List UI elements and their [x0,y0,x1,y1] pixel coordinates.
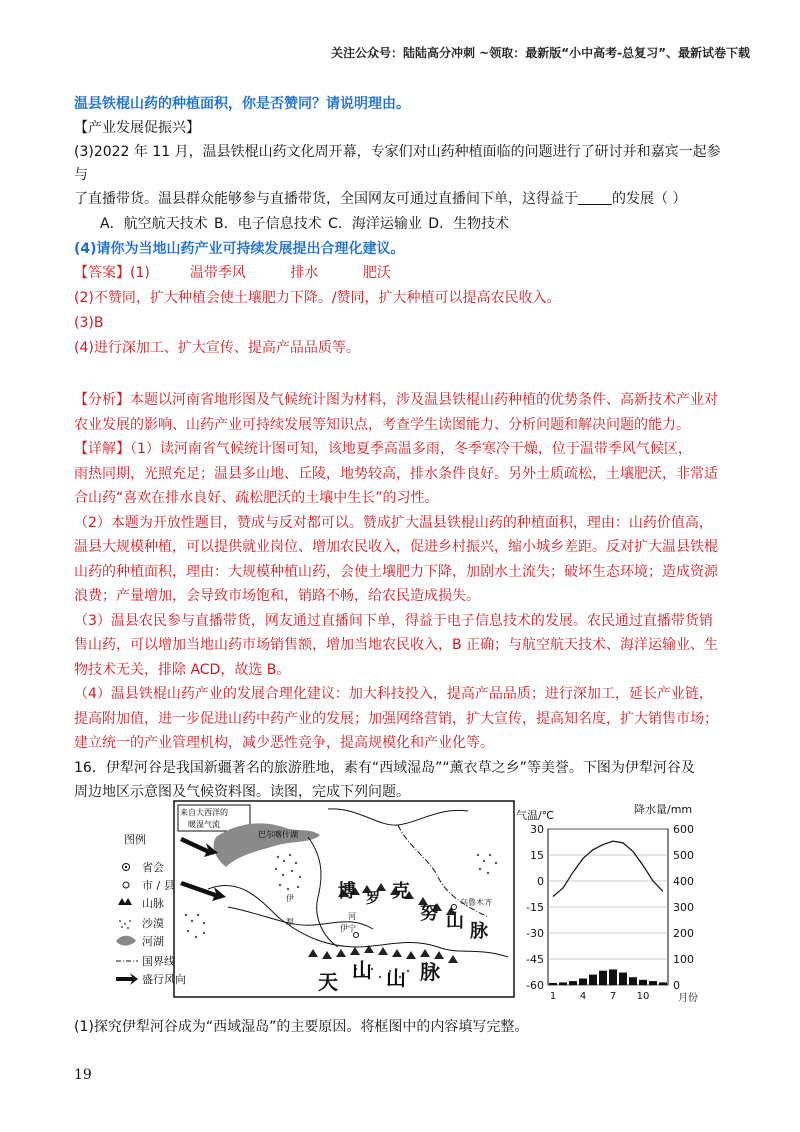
month-axis-label: 月份 [678,993,698,1003]
analysis-line: 温县大规模种植，可以提供就业岗位、增加农民收入，促进乡村振兴，缩小城乡差距。反对扩大温县铁棍 [74,539,718,555]
map-label: 克 [392,881,410,902]
page-header: 关注公众号：陆陆高分冲刺 ~领取：最新版“小中高考-总复习”、最新试卷下载 [331,46,750,60]
map-label: 伊 [286,894,294,903]
question-3-text-a: 了直播带货。温县群众能够参与直播带货，全国网友可通过直播间下单，这得益于 [74,191,578,207]
temperature-tick-label: 0 [537,875,544,888]
temperature-line [553,841,663,896]
legend-item: 山脉 [142,897,164,910]
question-16-line-2: 周边地区示意图及气候资料图。读图，完成下列问题。 [74,783,410,800]
analysis-line: 合山药“喜欢在排水良好、疏松肥沃的土壤中生长”的习性。 [74,490,439,506]
answer-4: (4)进行深加工、扩大宣传、提高产品品质等。 [74,340,360,356]
map-label: 河 [348,912,356,921]
question-4-prompt: (4)请你为当地山药产业可持续发展提出合理化建议。 [74,241,405,257]
temperature-tick-label: -15 [526,901,544,914]
map-label: 山 [352,958,372,982]
legend-item: 国界线 [142,955,175,968]
map-label: 伊宁 [340,924,356,933]
temperature-tick-label: 15 [530,849,544,862]
precipitation-tick-label: 100 [673,953,694,966]
precipitation-bar [649,981,657,985]
precipitation-bar [639,980,647,985]
precipitation-axis-label: 降水量/mm [634,803,693,816]
precipitation-tick-label: 200 [673,927,694,940]
analysis-line: 【分析】本题以河南省地形图及气候统计图为材料，涉及温县铁棍山药种植的优势条件、高新技术产业对 [74,392,718,408]
section-title: 【产业发展促振兴】 [74,120,200,136]
map-label: 罗 [366,891,380,907]
document-body [74,93,728,805]
legend-item: 沙漠 [142,917,164,930]
map-label: 博 [338,881,356,902]
temperature-axis-label: 气温/℃ [516,809,555,822]
answer-1: 【答案】(1) 温带季风 排水 肥沃 [74,265,391,281]
analysis-line: （4）温县铁棍山药产业的发展合理化建议：加大科技投入，提高产品品质；进行深加工，延长产业链， [74,686,713,702]
precipitation-bar [589,975,597,985]
temperature-tick-label: -30 [526,927,544,940]
precipitation-tick-label: 0 [673,979,680,992]
analysis-line: 提高附加值，进一步促进山药中药产业的发展；加强网络营销，扩大宣传，提高知名度，扩大销售市场； [74,710,718,727]
analysis-line: 售山药，可以增加当地山药市场销售额，增加当地农民收入，B 正确；与航空航天技术、海洋运输业、生 [74,637,719,653]
temperature-tick-label: -45 [526,953,544,966]
precipitation-bar [629,977,637,985]
legend-title: 图例 [124,833,146,846]
precipitation-bar [609,969,617,985]
precipitation-bar [599,971,607,985]
precipitation-bar [559,982,567,985]
precipitation-bar [659,982,667,985]
legend-item: 省会 [142,861,164,874]
precipitation-tick-label: 400 [673,875,694,888]
precipitation-bar [569,981,577,985]
question-3-line-2 [74,188,728,211]
question-3-line-1: (3)2022 年 11 月，温县铁棍山药文化周开幕，专家们对山药种植面临的问题进行了研讨并和嘉宾一起参与 [74,144,721,183]
precipitation-tick-label: 600 [673,823,694,836]
month-tick-label: 10 [636,991,650,1002]
precipitation-tick-label: 500 [673,849,694,862]
map-label: 乌鲁木齐 [460,898,492,907]
map-label: 山 [446,911,464,932]
analysis-line: 物技术无关，排除 ACD，故选 B。 [74,661,291,678]
question-16-line-1: 16．伊犁河谷是我国新疆著名的旅游胜地，素有“西域湿岛”“薰衣草之乡”等美誉。下图为伊犁河谷及 [74,759,695,776]
analysis-block [74,389,728,756]
map-label: 山 [386,966,406,990]
analysis-line: （2）本题为开放性题目，赞成与反对都可以。赞成扩大温县铁棍山药的种植面积，理由：山药价值高， [74,514,713,531]
climate-chart [516,802,698,1003]
temperature-tick-label: -60 [526,979,544,992]
precipitation-bar [549,983,557,985]
lake-label: 巴尔喀什湖 [258,830,298,839]
analysis-line: 建立统一的产业管理机构，减少恶性竞争，提高规模化和产业化等。 [74,735,494,751]
month-tick-label: 7 [609,991,617,1002]
answer-3: (3)B [74,315,104,331]
answer-2: (2)不赞同，扩大种植会使土壤肥力下降。/赞同，扩大种植可以提高农民收入。 [74,290,561,306]
analysis-line: 【详解】（1）读河南省气候统计图可知，该地夏季高温多雨，冬季寒冷干燥，位于温带季风气候区， [74,441,692,457]
moist-air-label-2: 暖湿气流 [188,820,220,829]
temperature-tick-label: 30 [530,823,544,836]
analysis-line: 农业发展的影响、山药产业可持续发展等知识点，考查学生读图能力、分析问题和解决问题的能力。 [74,416,690,433]
map-label: 脉 [420,960,440,984]
precipitation-tick-label: 300 [673,901,694,914]
map-label: 犁 [286,918,294,927]
map-label: 努 [420,903,438,924]
analysis-line: 雨热同期，光照充足；温县多山地、丘陵，地势较高，排水条件良好。另外土质疏松，土壤肥沃，非常适 [74,465,718,482]
question-16-part-1: (1)探究伊犁河谷成为“西域湿岛”的主要原因。将框图中的内容填写完整。 [74,1019,529,1035]
moist-air-label-1: 来自大西洋的 [180,808,228,817]
precipitation-bar [619,973,627,985]
figure-map-and-climate [108,797,708,1003]
precipitation-bar [579,979,587,986]
month-tick-label: 4 [579,991,587,1002]
legend-item: 市 / 县 [142,879,175,892]
answer-blank [578,190,612,205]
map-label: 脉 [470,921,488,942]
month-tick-label: 1 [549,991,557,1002]
map [174,801,514,997]
question-3-text-b: 的发展（ ） [612,191,687,207]
question-3-options: A．航空航天技术 B．电子信息技术 C．海洋运输业 D．生物技术 [100,216,510,232]
analysis-line: （3）温县农民参与直播带货，网友通过直播间下单，得益于电子信息技术的发展。农民通过直播带货销 [74,612,713,629]
legend-item: 盛行风向 [142,973,186,986]
map-label: 天 [318,970,338,994]
analysis-line: 山药的种植面积，理由：大规模种植山药，会使土壤肥力下降，加剧水土流失；破坏生态环境；造成资源 [74,563,718,580]
page-number: 19 [74,1067,92,1083]
analysis-line: 浪费；产量增加，会导致市场饱和，销路不畅，给农民造成损失。 [74,588,480,604]
legend-item: 河湖 [142,935,164,948]
question-2-prompt: 温县铁棍山药的种植面积，你是否赞同？请说明理由。 [74,96,410,112]
